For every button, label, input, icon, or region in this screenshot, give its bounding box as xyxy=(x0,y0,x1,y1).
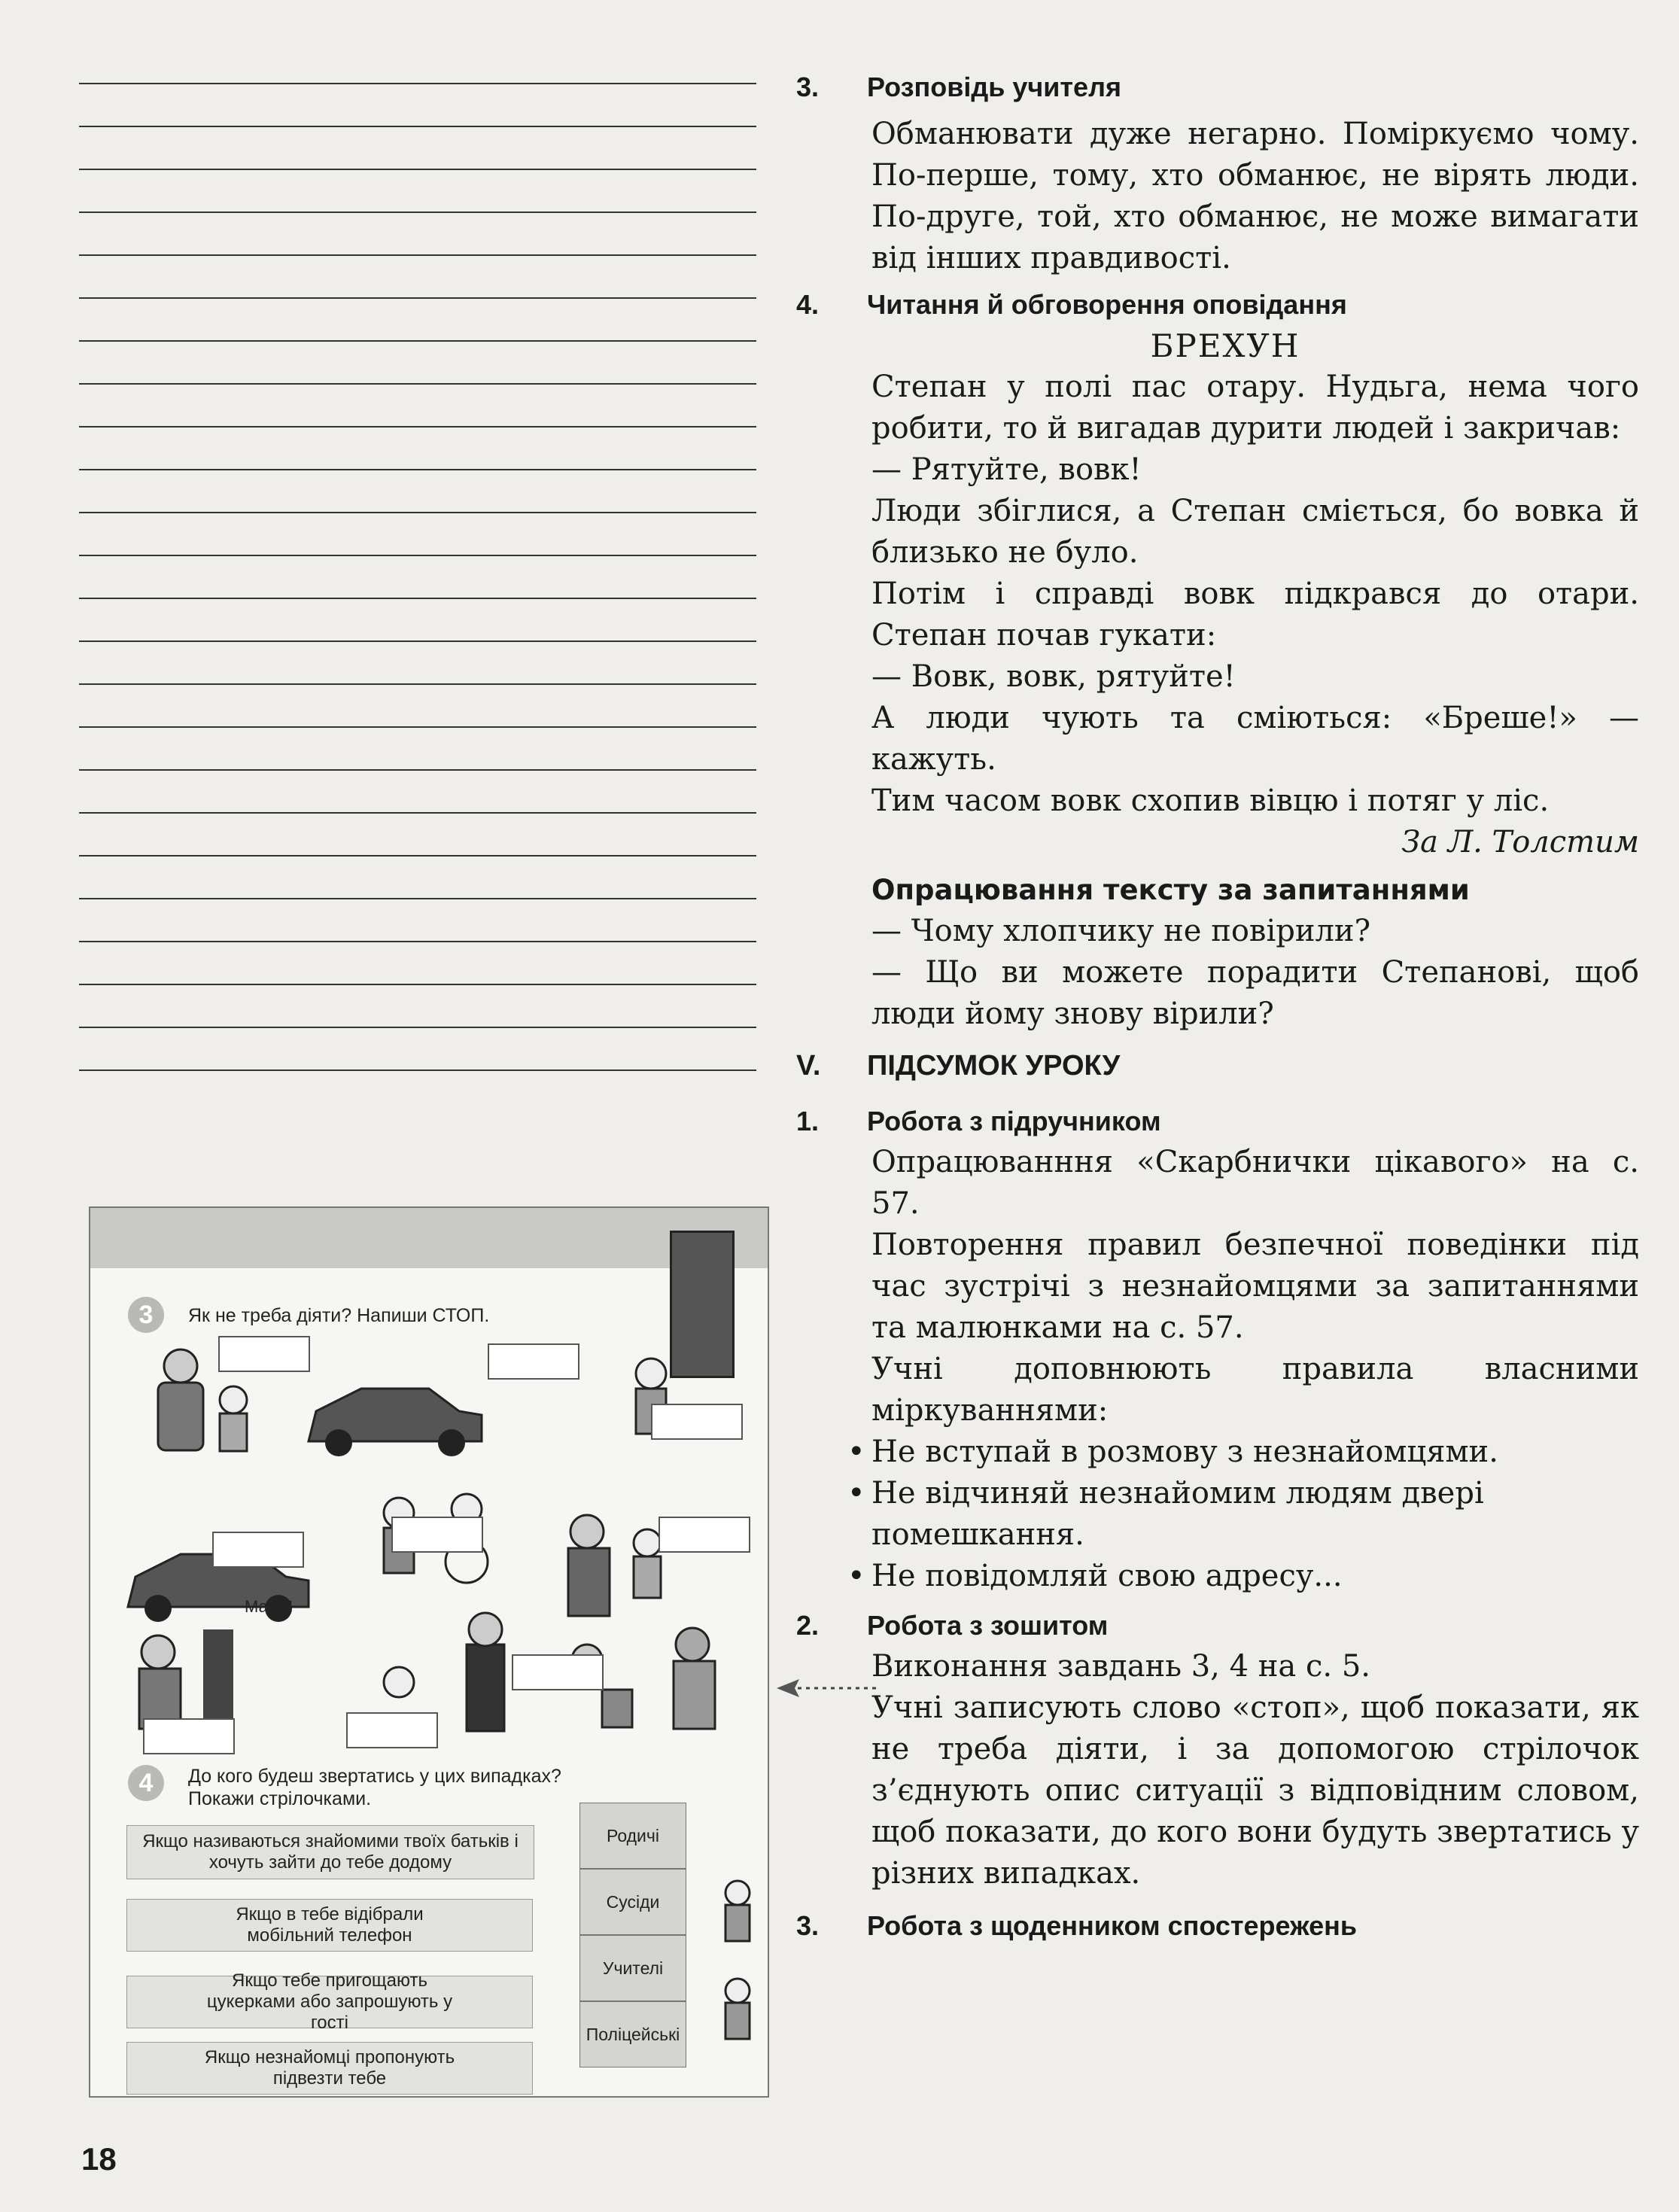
writing-line xyxy=(79,383,756,385)
writing-lines xyxy=(79,83,756,1112)
writing-line xyxy=(79,340,756,342)
story-paragraph: Потім і справді вовк підкрався до отари. Степан почав гукати: xyxy=(871,577,1639,653)
section-title: Робота з щоденником спостережень xyxy=(867,1910,1358,1941)
helper-police[interactable]: Поліцейські xyxy=(579,2001,686,2067)
writing-line xyxy=(79,126,756,128)
question: — Чому хлопчику не повірили? xyxy=(871,914,1371,948)
rule-bullet: • Не відчиняй незнайомим людям двері помешкання. xyxy=(811,1473,1639,1556)
task-4-instruction-line-2: Покажи стрілочками. xyxy=(188,1788,372,1809)
story-paragraph: Степан у полі пас отару. Нудьга, нема чого робити, то й вигадав дурити людей і закричав: xyxy=(871,370,1639,446)
situation-card[interactable]: Якщо незнайомці пропонують підвезти тебе xyxy=(126,2042,533,2095)
writing-line xyxy=(79,211,756,214)
writing-line xyxy=(79,1027,756,1029)
situation-card[interactable]: Якщо називаються знайомими твоїх батьків і хочуть зайти до тебе додому xyxy=(126,1825,534,1879)
answer-box[interactable] xyxy=(488,1343,579,1380)
section-number: 1. xyxy=(796,1106,820,1136)
kids-illustration xyxy=(715,1878,760,2081)
helper-relatives[interactable]: Родичі xyxy=(579,1803,686,1869)
answer-box[interactable] xyxy=(212,1532,304,1568)
answer-box[interactable] xyxy=(659,1517,750,1553)
section-title: ПІДСУМОК УРОКУ xyxy=(867,1050,1121,1082)
situation-card[interactable]: Якщо тебе пригощають цукерками або запрошують у гості xyxy=(126,1976,533,2028)
section-4-heading xyxy=(796,284,1639,325)
section-v2-heading xyxy=(796,1605,1639,1646)
writing-line xyxy=(79,297,756,300)
section-title: Робота з зошитом xyxy=(867,1610,1109,1641)
section-number: V. xyxy=(796,1050,821,1082)
writing-line xyxy=(79,898,756,900)
rule-bullet: • Не повідомляй свою адресу... xyxy=(811,1556,1639,1597)
story-paragraph: Люди збіглися, а Степан сміється, бо вовка й близько не було. xyxy=(871,494,1639,570)
page-number: 18 xyxy=(81,2141,117,2177)
v1-paragraph: Повторення правил безпечної поведінки під час зустрічі з незнайомцями за запитаннями та малюнками на с. 57. xyxy=(871,1228,1639,1345)
writing-line xyxy=(79,469,756,471)
writing-line xyxy=(79,512,756,514)
helper-teachers[interactable]: Учителі xyxy=(579,1935,686,2001)
task-3-instruction: Як не треба діяти? Напиши СТОП. xyxy=(188,1305,490,1326)
question: — Що ви можете порадити Степанові, щоб люди йому знову вірили? xyxy=(871,955,1639,1031)
writing-line xyxy=(79,726,756,729)
helper-neighbours[interactable]: Сусіди xyxy=(579,1869,686,1935)
writing-line xyxy=(79,555,756,557)
story-title: БРЕХУН xyxy=(1150,327,1300,364)
task-number-badge: 3 xyxy=(128,1297,164,1333)
writing-line xyxy=(79,1069,756,1072)
section-title: Розповідь учителя xyxy=(867,72,1121,102)
v1-paragraph: Опрацюванння «Скарбнички цікавого» на с. 57. xyxy=(871,1145,1639,1221)
answer-box[interactable] xyxy=(346,1712,438,1748)
section-number: 3. xyxy=(796,1910,820,1941)
pointer-arrow-icon xyxy=(775,1677,881,1699)
writing-line xyxy=(79,169,756,171)
workbook-page-image xyxy=(89,1206,769,2098)
teacher-story-text: Обманювати дуже негарно. Поміркуємо чому. По-перше, тому, хто обманює, не вірять люди. По-друге, той, хто обманює, не може вимагати від інших правдивості. xyxy=(871,117,1639,275)
v2-paragraph: Учні записують слово «стоп», щоб показати, як не треба діяти, і за допомогою стрілочок з’єднують опис ситуації з відповідним словом, щоб показати, до кого вони будуть звертатись у різних випадках. xyxy=(871,1690,1639,1891)
lesson-text xyxy=(796,66,1639,1946)
writing-line xyxy=(79,683,756,686)
section-v3-heading xyxy=(796,1905,1639,1946)
answer-box[interactable] xyxy=(651,1404,743,1440)
story-author: За Л. Толстим xyxy=(1401,825,1639,860)
writing-line xyxy=(79,254,756,257)
story-paragraph: — Вовк, вовк, рятуйте! xyxy=(871,659,1236,694)
writing-line xyxy=(79,426,756,428)
task-4-instruction-line-1: До кого будеш звертатись у цих випадках? xyxy=(188,1766,561,1787)
writing-line xyxy=(79,812,756,814)
section-number: 4. xyxy=(796,289,820,320)
section-v-heading xyxy=(796,1045,1639,1087)
v2-paragraph: Виконання завдань 3, 4 на с. 5. xyxy=(871,1649,1370,1684)
mamo-speech: Мамо! xyxy=(245,1597,294,1616)
story-paragraph: Тим часом вовк схопив вівцю і потяг у ліс. xyxy=(871,783,1550,818)
section-number: 2. xyxy=(796,1610,820,1641)
section-title: Читання й обговорення оповідання xyxy=(867,289,1347,320)
workbook-header-band xyxy=(90,1208,768,1268)
answer-box[interactable] xyxy=(143,1718,235,1754)
answer-box[interactable] xyxy=(218,1336,310,1372)
writing-line xyxy=(79,769,756,771)
rule-bullet: • Не вступай в розмову з незнайомцями. xyxy=(811,1432,1639,1473)
section-3-heading xyxy=(796,66,1639,108)
writing-line xyxy=(79,598,756,600)
questions-heading: Опрацювання тексту за запитаннями xyxy=(871,874,1470,906)
story-paragraph: А люди чують та сміються: «Бреше!» — кажуть. xyxy=(871,701,1639,777)
answer-box[interactable] xyxy=(512,1654,604,1690)
writing-line xyxy=(79,83,756,85)
situation-card[interactable]: Якщо в тебе відібрали мобільний телефон xyxy=(126,1899,533,1952)
task-number-badge: 4 xyxy=(128,1765,164,1801)
section-v1-heading xyxy=(796,1100,1639,1142)
story-paragraph: — Рятуйте, вовк! xyxy=(871,452,1142,487)
writing-line xyxy=(79,855,756,857)
writing-line xyxy=(79,941,756,943)
helpers-stack xyxy=(579,1803,685,2074)
writing-line xyxy=(79,640,756,643)
answer-box[interactable] xyxy=(391,1517,483,1553)
writing-line xyxy=(79,984,756,986)
section-number: 3. xyxy=(796,72,820,102)
v1-paragraph: Учні доповнюють правила власними міркуваннями: xyxy=(871,1352,1639,1428)
section-title: Робота з підручником xyxy=(867,1106,1161,1136)
